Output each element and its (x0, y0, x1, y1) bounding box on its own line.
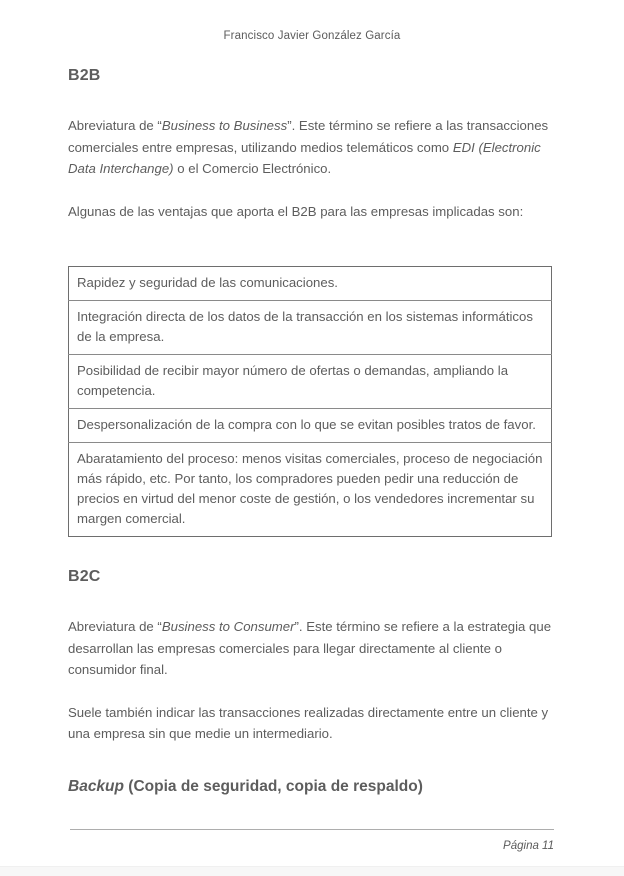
heading-b2c: B2C (68, 568, 101, 586)
table-cell: Despersonalización de la compra con lo que se evitan posibles tratos de favor. (69, 409, 552, 443)
spacer (68, 180, 552, 201)
paragraph-b2b-definition (68, 115, 552, 180)
spacer (68, 586, 552, 616)
footer-divider (70, 829, 554, 830)
spacer (68, 85, 552, 115)
paragraph-b2b-part2: ”. Este término se refiere a las transacciones comerciales entre empresas, utilizando medios telemáticos como (68, 118, 549, 155)
paragraph-b2b-italic-business-to-business: Business to Business (161, 118, 288, 134)
table-row (69, 409, 552, 443)
spacer (68, 681, 552, 702)
spacer (68, 745, 552, 777)
running-footer (70, 829, 554, 852)
page-number: Página 11 (503, 840, 554, 852)
page-bottom-edge (0, 866, 624, 876)
spacer (68, 222, 552, 266)
header-author-name: Francisco Javier González García (223, 30, 401, 42)
running-header (0, 30, 624, 42)
advantages-table (68, 266, 552, 537)
heading-backup-term: Backup (68, 777, 124, 795)
table-row (69, 301, 552, 355)
paragraph-b2b-italic-edi: EDI (Electronic Data Interchange) (68, 139, 541, 177)
paragraph-b2c-transactions: Suele también indicar las transacciones realizadas directamente entre un cliente y una empresa sin que medie un intermediario. (68, 704, 549, 742)
table-row (69, 267, 552, 301)
table-row (69, 355, 552, 409)
paragraph-b2b-part3: o el Comercio Electrónico. (173, 161, 332, 177)
table-cell: Rapidez y seguridad de las comunicaciones. (69, 267, 552, 301)
paragraph-b2c-part2: ”. Este término se refiere a la estrategia que desarrollan las empresas comerciales para llegar directamente al cliente o consumidor final. (68, 619, 552, 678)
paragraph-b2c-italic-business-to-consumer: Business to Consumer (161, 619, 295, 635)
heading-backup-gloss: (Copia de seguridad, copia de respaldo) (124, 777, 423, 795)
spacer (68, 537, 552, 567)
document-content (68, 66, 552, 796)
table-cell: Integración directa de los datos de la transacción en los sistemas informáticos de la empresa. (69, 301, 552, 355)
table-row (69, 443, 552, 537)
heading-backup (68, 777, 552, 796)
table-cell: Abaratamiento del proceso: menos visitas comerciales, proceso de negociación más rápido, etc. Por tanto, los compradores pueden pedir una reducción de precios en virtud del menor coste de gestión, o los vendedores incrementar su margen comercial. (69, 443, 552, 537)
table-cell: Posibilidad de recibir mayor número de ofertas o demandas, ampliando la competencia. (69, 355, 552, 409)
heading-b2b: B2B (68, 67, 101, 84)
paragraph-b2c-part1: Abreviatura de “ (68, 619, 162, 635)
paragraph-b2b-advantages-intro: Algunas de las ventajas que aporta el B2B para las empresas implicadas son: (68, 203, 524, 219)
paragraph-b2b-part1: Abreviatura de “ (68, 118, 162, 134)
paragraph-b2c-definition (68, 616, 552, 681)
